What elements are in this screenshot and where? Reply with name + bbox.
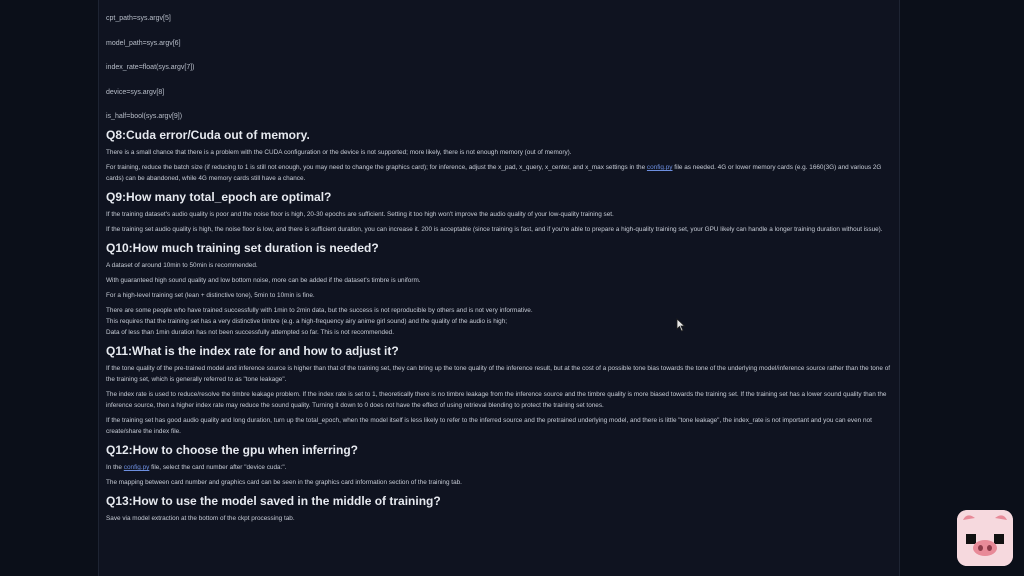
text-span: file as needed. 4G or lower memory cards (e.g. 1660(3G) and various 2G cards) can be abandoned, while 4G memory cards still have a chance. [106, 164, 882, 182]
mouse-cursor-icon [676, 318, 686, 332]
faq-paragraph [106, 462, 892, 473]
faq-paragraph: With guaranteed high sound quality and low bottom noise, more can be added if the dataset's timbre is uniform. [106, 277, 421, 284]
code-line: device=sys.argv[8] [106, 88, 165, 96]
faq-heading-q8: Q8:Cuda error/Cuda out of memory. [106, 128, 310, 142]
faq-paragraph: This requires that the training set has a very distinctive timbre (e.g. a high-frequency airy anime girl sound) and the quality of the audio is high; [106, 318, 508, 325]
text-span: In the [106, 464, 124, 471]
faq-paragraph: If the training set has good audio quality and long duration, turn up the total_epoch, when the model itself is less likely to refer to the inferred source and the pretrained underlying model, and there is little "tone leakage", the index_rate is not important and you can even not create/share the index file. [106, 417, 872, 435]
faq-content [106, 0, 892, 524]
config-py-link[interactable]: config.py [646, 164, 673, 171]
faq-paragraph: If the training set audio quality is high, the noise floor is low, and there is sufficient duration, you can increase it. 200 is acceptable (since training is fast, and if you're able to prepare a high-quality training set, your GPU likely can handle a longer training duration without issue). [106, 226, 883, 233]
faq-paragraph: There is a small chance that there is a problem with the CUDA configuration or the device is not supported; more likely, there is not enough memory (out of memory). [106, 149, 572, 156]
faq-document-panel [98, 0, 900, 576]
faq-paragraph: If the training dataset's audio quality is poor and the noise floor is high, 20-30 epochs are sufficient. Setting it too high won't improve the audio quality of your low-quality training set. [106, 211, 614, 218]
faq-paragraph: For a high-level training set (lean + distinctive tone), 5min to 10min is fine. [106, 292, 315, 299]
code-line: index_rate=float(sys.argv[7]) [106, 64, 195, 71]
text-span: For training, reduce the batch size (if reducing to 1 is still not enough, you may need to change the graphics card); for inference, adjust the x_pad, x_query, x_center, and x_max settings in the [106, 164, 647, 171]
text-span: file, select the card number after "device cuda:". [149, 464, 287, 471]
code-line: is_half=bool(sys.argv[9]) [106, 113, 183, 120]
code-line: cpt_path=sys.argv[5] [106, 15, 171, 22]
faq-paragraph: There are some people who have trained successfully with 1min to 2min data, but the success is not reproducible by others and is not very informative. [106, 307, 533, 314]
faq-paragraph: The index rate is used to reduce/resolve the timbre leakage problem. If the index rate is set to 1, theoretically there is no timbre leakage from the inference source and the timbre quality is more biased towards the training set. If the training set has a lower sound quality than the inference source, then a higher index rate may reduce the sound quality. Turning it down to 0 does not have the effect of using retrieval blending to protect the training set tones. [106, 391, 887, 409]
faq-heading-q10: Q10:How much training set duration is needed? [106, 241, 379, 255]
faq-paragraph [106, 162, 892, 184]
faq-paragraph: If the tone quality of the pre-trained model and inference source is higher than that of the training set, they can bring up the tone quality of the inference result, but at the cost of a possible tone bias towards the tone of the underlying model/inference source rather than the tone of the training set, which is generally referred to as "tone leakage". [106, 365, 891, 383]
faq-heading-q9: Q9:How many total_epoch are optimal? [106, 190, 332, 204]
faq-paragraph: A dataset of around 10min to 50min is recommended. [106, 262, 258, 269]
faq-heading-q12: Q12:How to choose the gpu when inferring? [106, 443, 359, 457]
faq-paragraph: The mapping between card number and graphics card can be seen in the graphics card information section of the training tab. [106, 479, 462, 486]
faq-paragraph: Save via model extraction at the bottom of the ckpt processing tab. [106, 515, 295, 522]
config-py-link[interactable]: config.py [123, 464, 150, 471]
faq-heading-q13: Q13:How to use the model saved in the middle of training? [106, 494, 441, 508]
pig-logo-icon [957, 510, 1013, 566]
faq-heading-q11: Q11:What is the index rate for and how to adjust it? [106, 344, 399, 358]
faq-paragraph: Data of less than 1min duration has not been successfully attempted so far. This is not recommended. [106, 329, 394, 336]
code-line: model_path=sys.argv[6] [106, 39, 181, 47]
